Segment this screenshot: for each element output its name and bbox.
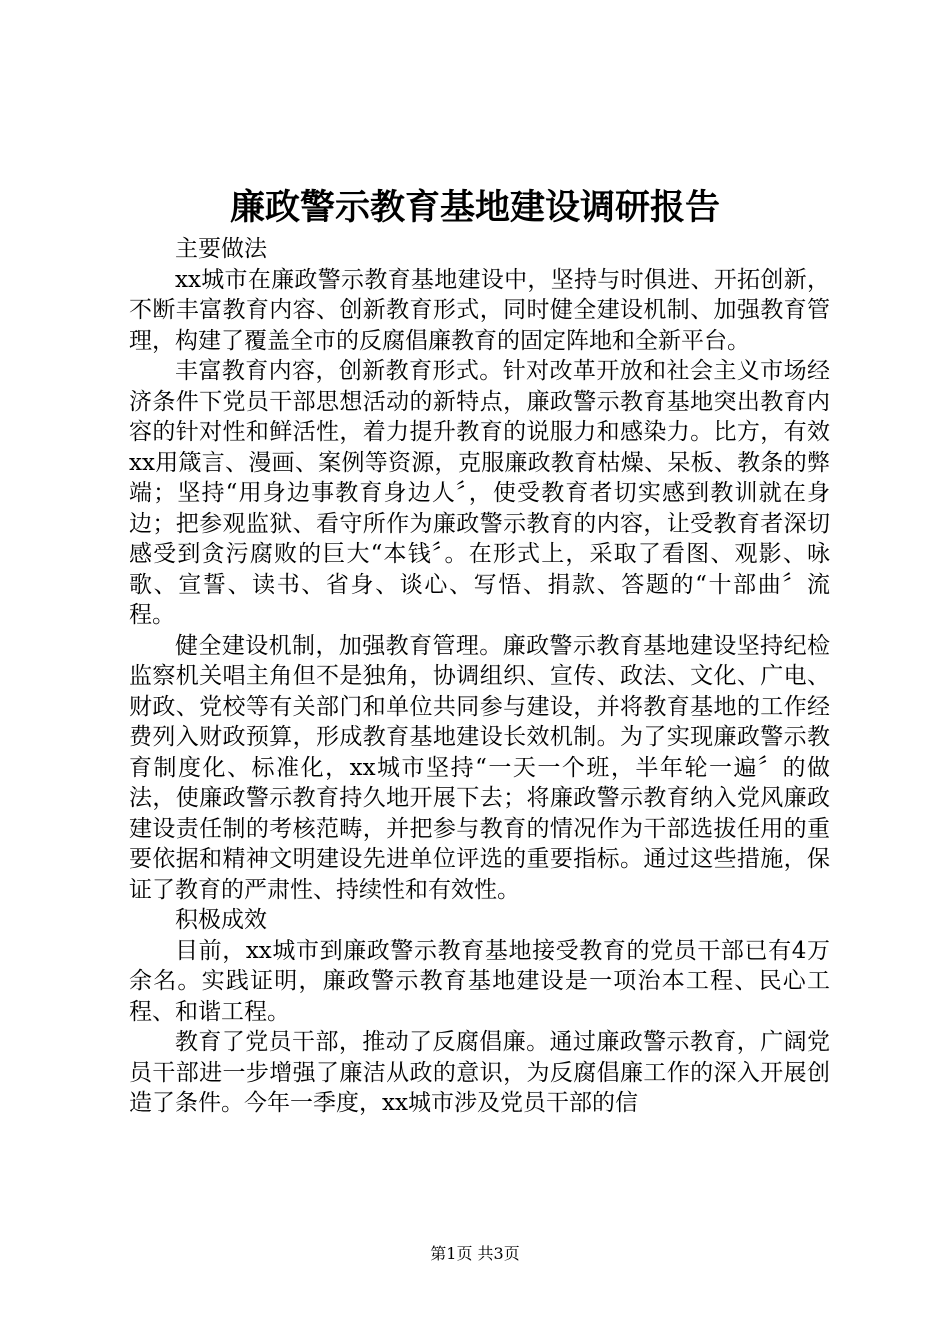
section-heading-main-practices: 主要做法 bbox=[175, 236, 267, 262]
paragraph: xx城市在廉政警示教育基地建设中，坚持与时俱进、开拓创新，不断丰富教育内容、创新教育形式，同时健全建设机制、加强教育管理，构建了覆盖全市的反腐倡廉教育的固定阵地和全新平台。 bbox=[129, 266, 830, 354]
paragraph: 教育了党员干部，推动了反腐倡廉。通过廉政警示教育，广阔党员干部进一步增强了廉洁从政的意识，为反腐倡廉工作的深入开展创造了条件。今年一季度，xx城市涉及党员干部的信 bbox=[129, 1029, 830, 1116]
document-title: 廉政警示教育基地建设调研报告 bbox=[229, 187, 720, 228]
paragraph: 丰富教育内容，创新教育形式。针对改革开放和社会主义市场经济条件下党员干部思想活动的新特点，廉政警示教育基地突出教育内容的针对性和鲜活性，着力提升教育的说服力和感染力。比方，有效xx用箴言、漫画、案例等资源，克服廉政教育枯燥、呆板、教条的弊端；坚持“用身边事教育身边人〞，使受教育者切实感到教训就在身边；把参观监狱、看守所作为廉政警示教育的内容，让受教育者深切感受到贪污腐败的巨大“本钱〞。在形式上，采取了看图、观影、咏歌、宣誓、读书、省身、谈心、写悟、捐款、答题的“十部曲〞流程。 bbox=[129, 358, 830, 628]
paragraph: 健全建设机制，加强教育管理。廉政警示教育基地建设坚持纪检监察机关唱主角但不是独角，协调组织、宣传、政法、文化、广电、财政、党校等有关部门和单位共同参与建设，并将教育基地的工作经费列入财政预算，形成教育基地建设长效机制。为了实现廉政警示教育制度化、标准化，xx城市坚持“一天一个班，半年轮一遍〞的做法，使廉政警示教育持久地开展下去；将廉政警示教育纳入党风廉政建设责任制的考核范畴，并把参与教育的情况作为干部选拔任用的重要依据和精神文明建设先进单位评选的重要指标。通过这些措施，保证了教育的严肃性、持续性和有效性。 bbox=[129, 632, 830, 903]
page-footer: 第1页 共3页 bbox=[430, 1244, 520, 1263]
section-heading-positive-results: 积极成效 bbox=[175, 907, 267, 933]
paragraph: 目前，xx城市到廉政警示教育基地接受教育的党员干部已有4万余名。实践证明，廉政警示教育基地建设是一项治本工程、民心工程、和谐工程。 bbox=[129, 937, 830, 1025]
document-body bbox=[129, 234, 830, 1119]
